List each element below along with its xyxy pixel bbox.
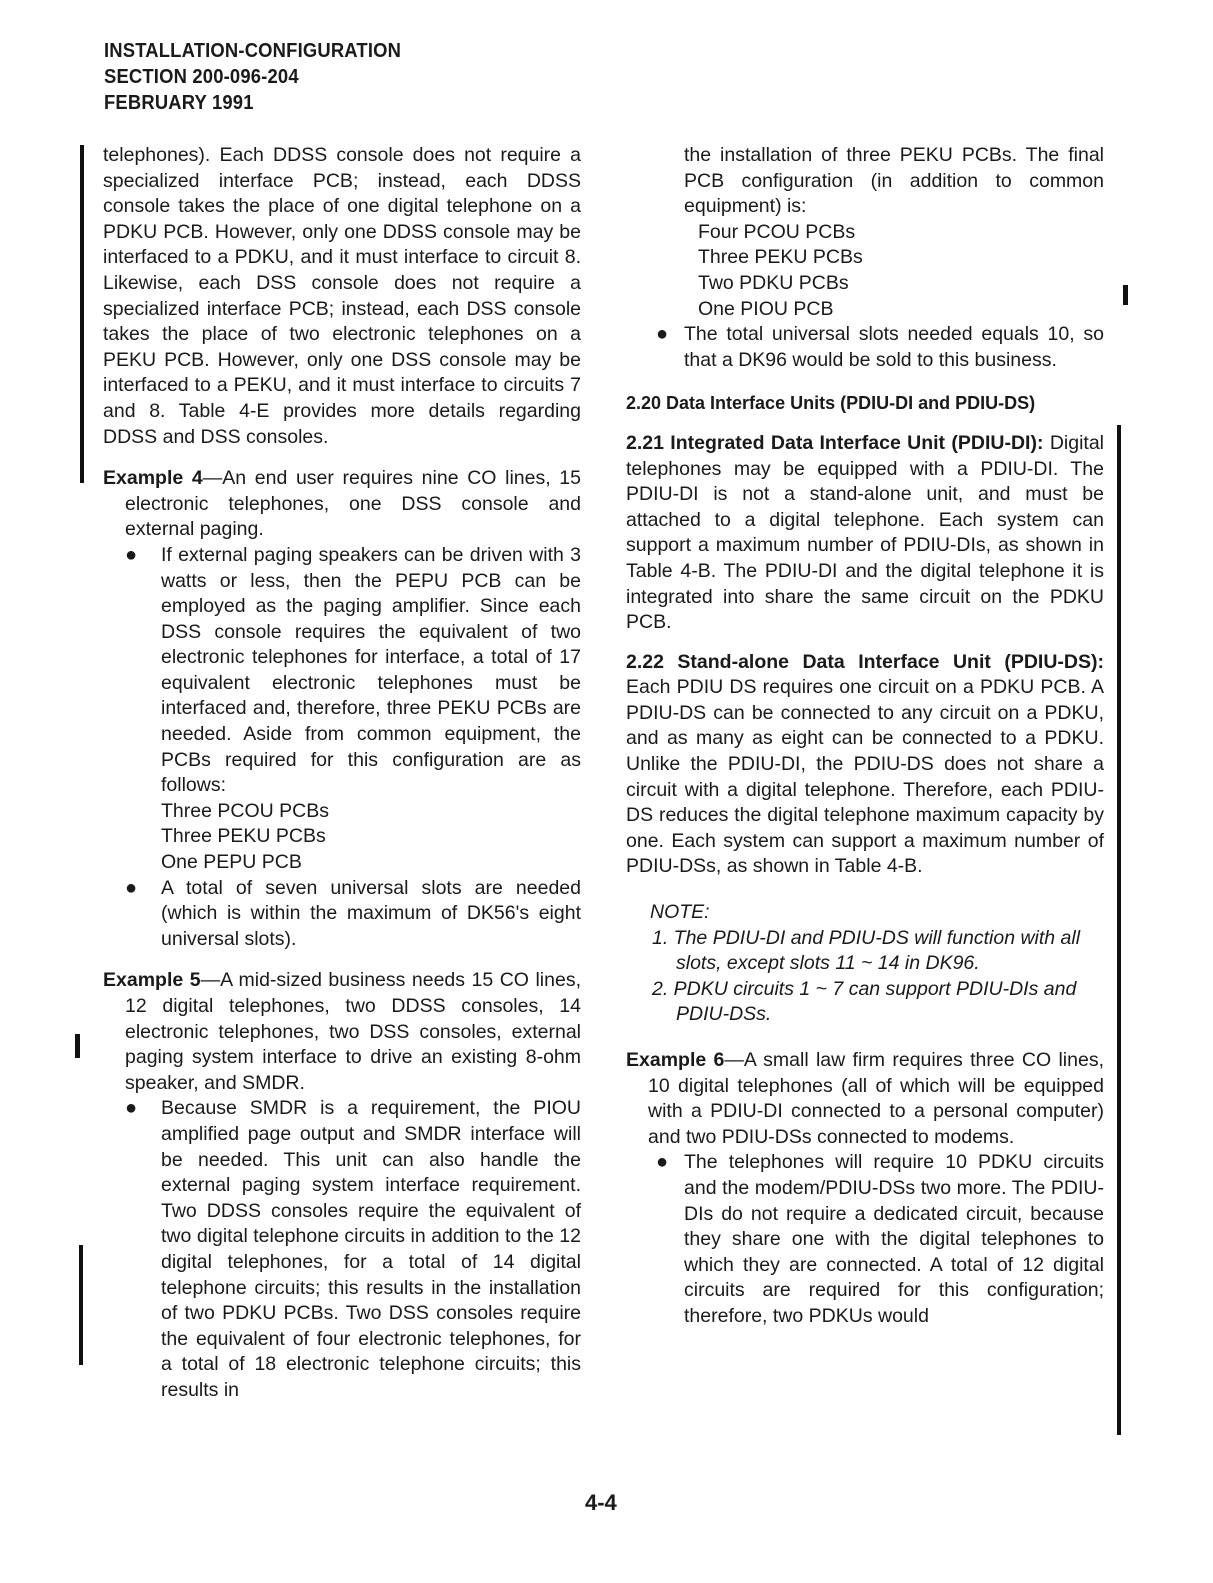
section-2-22: 2.22 Stand-alone Data Interface Unit (PDIU-DS): Each PDIU DS requires one circuit on a PDKU PCB. A PDIU-DS can be connected to any circuit on a PDKU, and as many as eight can be connected to a PDKU. Unlike the PDIU-DI, the PDIU-DS does not share a circuit with a digital telephone. Therefore, each PDIU-DS reduces the digital telephone maximum capacity by one. Each system can support a maximum number of PDIU-DSs, as shown in Table 4-B. xyxy=(626,650,1104,878)
example-4-label: Example 4 xyxy=(103,467,203,490)
header-date: FEBRUARY 1991 xyxy=(104,92,254,114)
list-item: ● The telephones will require 10 PDKU circuits and the modem/PDIU-DSs two more. The PDIU-DIs do not require a dedicated circuit, because they share one with the digital telephones to which they are connected. A total of 12 digital circuits are required for this configuration; therefore, two PDKUs would xyxy=(656,1151,1104,1327)
list-item: Three PCOU PCBs xyxy=(161,799,329,822)
change-bar xyxy=(1123,285,1128,305)
left-column xyxy=(103,143,581,1404)
example-4 xyxy=(103,466,581,543)
note-label: NOTE: xyxy=(650,901,710,924)
example-4-text: —An end user requires nine CO lines, 15 electronic telephones, one DSS console and external paging. xyxy=(125,467,581,541)
change-bar xyxy=(75,1034,80,1058)
paragraph-continued: the installation of three PEKU PCBs. The final PCB configuration (in addition to common equipment) is: xyxy=(684,144,1104,218)
list-item: Four PCOU PCBs xyxy=(698,220,856,243)
section-heading-2-22: 2.22 Stand-alone Data Interface Unit (PDIU-DS): xyxy=(626,650,1104,673)
list-item: One PEPU PCB xyxy=(161,851,302,874)
section-heading-2-21: 2.21 Integrated Data Interface Unit (PDIU-DI): xyxy=(626,431,1044,454)
list-item: Two PDKU PCBs xyxy=(698,271,849,294)
list-item: ● A total of seven universal slots are needed (which is within the maximum of DK56's eight universal slots). xyxy=(125,876,581,950)
list-item: ● If external paging speakers can be driven with 3 watts or less, then the PEPU PCB can be employed as the paging amplifier. Since each DSS console requires the equivalent of two electronic telephones for interface, a total of 17 equivalent electronic telephones must be interfaced and, therefore, three PEKU PCBs are needed. Aside from common equipment, the PCBs required for this configuration are as follows: xyxy=(125,543,581,797)
page-header xyxy=(104,38,401,116)
right-column xyxy=(626,143,1104,1330)
note-item: 1. The PDIU-DI and PDIU-DS will function with all slots, except slots 11 ~ 14 in DK96. xyxy=(652,926,1081,975)
change-bar xyxy=(79,1245,83,1365)
list-item: Three PEKU PCBs xyxy=(698,246,863,269)
paragraph-consoles: telephones). Each DDSS console does not require a specialized interface PCB; instead, each DDSS console takes the place of one digital telephone on a PDKU PCB. However, only one DDSS console may be interfaced to a PDKU, and it must interface to circuit 8. Likewise, each DSS console does not require a specialized interface PCB; instead, each DSS console takes the place of two electronic telephones on a PEKU PCB. However, only one DSS console may be interfaced to a PEKU, and it must interface to circuits 7 and 8. Table 4-E provides more details regarding DDSS and DSS consoles. xyxy=(103,144,581,448)
page-number: 4-4 xyxy=(585,1490,617,1515)
bullet-icon: ● xyxy=(125,876,138,899)
header-section: SECTION 200-096-204 xyxy=(104,66,299,88)
example-5-label: Example 5 xyxy=(103,969,201,992)
example-6 xyxy=(626,1048,1104,1150)
change-bar xyxy=(1117,425,1121,1435)
list-item: One PIOU PCB xyxy=(698,297,834,320)
header-title: INSTALLATION-CONFIGURATION xyxy=(104,40,402,62)
bullet-icon: ● xyxy=(656,323,669,346)
example-6-text: —A small law firm requires three CO lines, 10 digital telephones (all of which will be equipped with a PDIU-DI connected to a personal computer) and two PDIU-DSs connected to modems. xyxy=(648,1049,1104,1148)
bullet-icon: ● xyxy=(125,543,138,566)
example-5 xyxy=(103,968,581,1096)
note-item: 2. PDKU circuits 1 ~ 7 can support PDIU-DIs and PDIU-DSs. xyxy=(652,977,1077,1026)
section-2-21: 2.21 Integrated Data Interface Unit (PDIU-DI): Digital telephones may be equipped with a PDIU-DI. The PDIU-DI is not a stand-alone unit, and must be attached to a digital telephone. Each system can support a maximum number of PDIU-DIs, as shown in Table 4-B. The PDIU-DI and the digital telephone it is integrated into share the same circuit on the PDKU PCB. xyxy=(626,431,1105,634)
change-bar xyxy=(80,145,84,483)
example-5-text: —A mid-sized business needs 15 CO lines, 12 digital telephones, two DDSS consoles, 14 electronic telephones, two DSS consoles, external paging system interface to drive an existing 8-ohm speaker, and SMDR. xyxy=(125,969,581,1094)
list-item: ● The total universal slots needed equals 10, so that a DK96 would be sold to this business. xyxy=(656,323,1104,371)
list-item: ● Because SMDR is a requirement, the PIOU amplified page output and SMDR interface will be needed. This unit can also handle the external paging system interface requirement. Two DDSS consoles require the equivalent of two digital telephone circuits in addition to the 12 digital telephones, for a total of 14 digital telephone circuits; this results in the installation of two PDKU PCBs. Two DSS consoles require the equivalent of four electronic telephones, for a total of 18 electronic telephone circuits; this results in xyxy=(125,1097,581,1401)
list-item: Three PEKU PCBs xyxy=(161,825,326,848)
example-6-label: Example 6 xyxy=(626,1049,725,1071)
section-heading-2-20: 2.20 Data Interface Units (PDIU-DI and PDIU-DS) xyxy=(626,393,1036,414)
bullet-icon: ● xyxy=(125,1097,138,1120)
bullet-icon: ● xyxy=(656,1151,669,1174)
